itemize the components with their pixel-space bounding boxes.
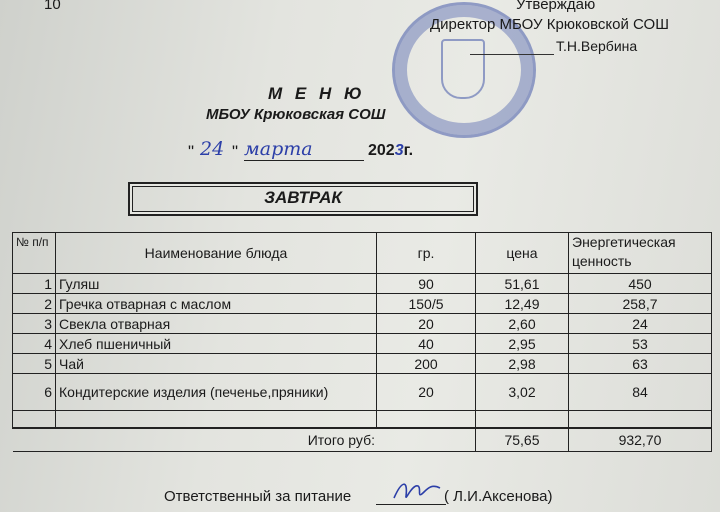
date-underline xyxy=(244,160,364,161)
handwritten-signature-icon xyxy=(392,478,442,504)
responsible-name: ( Л.И.Аксенова) xyxy=(444,488,553,505)
row-gr: 150/5 xyxy=(377,294,476,314)
table-row xyxy=(13,314,712,334)
table-row xyxy=(13,354,712,374)
row-price: 12,49 xyxy=(476,294,569,314)
year-prefix: 202 xyxy=(368,142,395,159)
table-row-empty xyxy=(13,411,712,429)
empty-cell xyxy=(377,411,476,429)
table-row xyxy=(13,294,712,314)
total-energy: 932,70 xyxy=(569,428,712,452)
row-name: Чай xyxy=(56,354,377,374)
total-row xyxy=(13,428,712,452)
empty-cell xyxy=(56,411,377,429)
row-gr: 20 xyxy=(377,314,476,334)
row-no: 1 xyxy=(13,274,56,294)
row-energy: 450 xyxy=(569,274,712,294)
row-price: 2,95 xyxy=(476,334,569,354)
table-row xyxy=(13,374,712,411)
empty-cell xyxy=(13,411,56,429)
year-end: г. xyxy=(403,142,414,159)
header-energy: Энергетическая ценность xyxy=(569,233,712,274)
empty-cell xyxy=(476,411,569,429)
row-energy: 84 xyxy=(569,374,712,411)
row-price: 51,61 xyxy=(476,274,569,294)
row-no: 4 xyxy=(13,334,56,354)
date-quote-open: " xyxy=(188,142,195,161)
table-header-row xyxy=(13,233,712,274)
year-suffix: 3 xyxy=(394,142,404,159)
total-price: 75,65 xyxy=(476,428,569,452)
table-row xyxy=(13,274,712,294)
date-quote-close: " xyxy=(232,142,239,161)
school-name: МБОУ Крюковская СОШ xyxy=(206,106,386,123)
approval-signature-line xyxy=(470,54,554,55)
header-name: Наименование блюда xyxy=(56,233,377,274)
row-gr: 90 xyxy=(377,274,476,294)
row-gr: 20 xyxy=(377,374,476,411)
responsible-signature xyxy=(392,478,442,510)
row-gr: 200 xyxy=(377,354,476,374)
row-energy: 24 xyxy=(569,314,712,334)
total-label: Итого руб: xyxy=(13,428,476,452)
header-no: № п/п xyxy=(13,233,56,274)
row-name: Свекла отварная xyxy=(56,314,377,334)
header-price: цена xyxy=(476,233,569,274)
row-name: Кондитерские изделия (печенье,пряники) xyxy=(56,374,377,411)
row-price: 3,02 xyxy=(476,374,569,411)
row-no: 2 xyxy=(13,294,56,314)
approval-name: Т.Н.Вербина xyxy=(556,38,638,54)
date-year xyxy=(368,142,413,160)
row-name: Хлеб пшеничный xyxy=(56,334,377,354)
page-number: 10 xyxy=(44,0,61,13)
date-day: 24 xyxy=(200,138,225,160)
meal-title: ЗАВТРАК xyxy=(264,188,342,207)
table-row xyxy=(13,334,712,354)
approval-word: Утверждаю xyxy=(516,0,596,13)
row-name: Гречка отварная с маслом xyxy=(56,294,377,314)
meal-box xyxy=(128,182,478,216)
row-no: 3 xyxy=(13,314,56,334)
row-price: 2,60 xyxy=(476,314,569,334)
row-energy: 63 xyxy=(569,354,712,374)
row-gr: 40 xyxy=(377,334,476,354)
empty-cell xyxy=(569,411,712,429)
row-no: 5 xyxy=(13,354,56,374)
menu-table xyxy=(12,232,712,452)
stamp-emblem-icon xyxy=(441,39,485,99)
row-price: 2,98 xyxy=(476,354,569,374)
approval-position: Директор МБОУ Крюковской СОШ xyxy=(430,16,669,33)
row-name: Гуляш xyxy=(56,274,377,294)
row-energy: 258,7 xyxy=(569,294,712,314)
date-month: марта xyxy=(244,138,313,160)
row-no: 6 xyxy=(13,374,56,411)
header-gr: гр. xyxy=(377,233,476,274)
responsible-label: Ответственный за питание xyxy=(164,488,352,505)
page-title: М Е Н Ю xyxy=(268,84,366,103)
row-energy: 53 xyxy=(569,334,712,354)
